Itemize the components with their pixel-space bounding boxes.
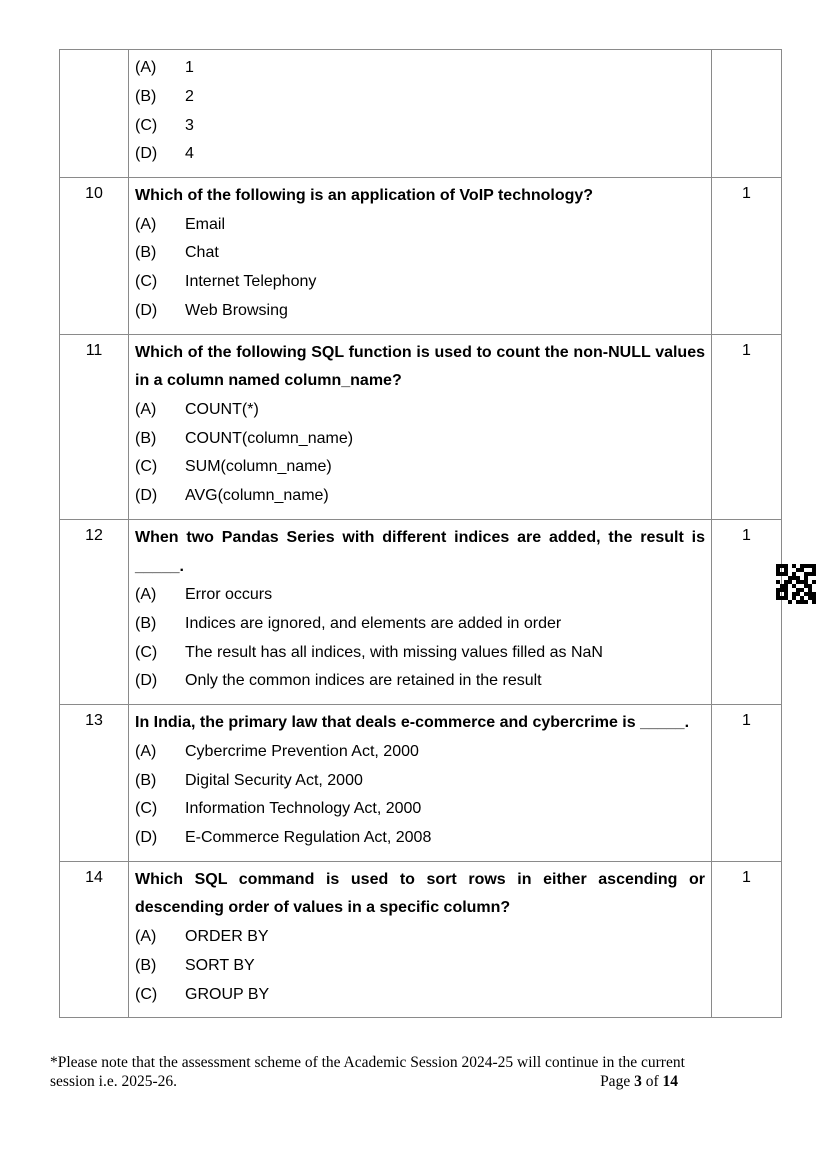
option-item [135,952,705,981]
question-marks: 1 [712,334,782,519]
question-marks: 1 [712,705,782,862]
option-label: (B) [135,771,157,789]
option-item [135,923,705,952]
question-body [129,178,712,335]
question-text: In India, the primary law that deals e-commerce and cybercrime is _____. [135,714,690,732]
option-text: Indices are ignored, and elements are added in order [185,614,562,632]
option-label: (D) [135,829,158,847]
option-text: 3 [185,116,194,134]
option-item [135,54,705,83]
option-text: 4 [185,145,194,163]
option-item [135,425,705,454]
question-body [129,705,712,862]
question-number: 12 [60,520,129,705]
option-label: (C) [135,985,158,1003]
option-text: Only the common indices are retained in the result [185,672,542,690]
option-item [135,83,705,112]
option-text: COUNT(*) [185,400,259,418]
option-label: (D) [135,487,158,505]
option-text: COUNT(column_name) [185,429,354,447]
option-label: (C) [135,643,158,661]
option-text: E-Commerce Regulation Act, 2008 [185,829,432,847]
option-label: (D) [135,672,158,690]
option-label: (A) [135,400,157,418]
question-row [60,178,782,335]
option-item [135,581,705,610]
question-marks: 1 [712,861,782,1017]
page-number: Page 3 of 14 [600,1073,678,1090]
option-label: (A) [135,59,157,76]
option-item [135,396,705,425]
question-marks: 1 [712,178,782,335]
question-body [129,520,712,705]
option-label: (B) [135,429,157,447]
option-item [135,211,705,240]
option-label: (B) [135,244,157,262]
qr-code-icon [776,564,816,604]
option-text: Chat [185,244,219,262]
question-row [60,861,782,1017]
option-item [135,239,705,268]
option-label: (B) [135,956,157,974]
option-item [135,667,705,696]
option-item [135,824,705,853]
footer-note-line1: *Please note that the assessment scheme of the Academic Session 2024-25 will continue in the current [50,1054,685,1071]
question-number [60,50,129,178]
option-text: The result has all indices, with missing values filled as NaN [185,643,603,661]
option-text: GROUP BY [185,985,270,1003]
option-text: AVG(column_name) [185,487,329,505]
option-text: Web Browsing [185,302,288,320]
option-text: Internet Telephony [185,273,317,291]
question-text: Which SQL command is used to sort rows in either ascending or descending order of values in a specific column? [135,870,705,917]
question-row [60,50,782,178]
option-text: SUM(column_name) [185,458,332,476]
option-text: Information Technology Act, 2000 [185,800,422,818]
option-label: (A) [135,586,157,604]
option-item [135,140,705,169]
option-text: 2 [185,87,194,105]
option-label: (B) [135,87,157,105]
option-item [135,639,705,668]
option-label: (C) [135,800,158,818]
option-text: SORT BY [185,956,255,974]
option-item [135,297,705,326]
question-number: 10 [60,178,129,335]
option-text: Cybercrime Prevention Act, 2000 [185,742,419,760]
question-marks: 1 [712,520,782,705]
footer-note-line2: session i.e. 2025-26. [50,1073,178,1090]
question-body [129,861,712,1017]
option-item [135,981,705,1010]
question-number: 11 [60,334,129,519]
option-text: 1 [185,59,194,76]
option-item [135,482,705,511]
question-number: 14 [60,861,129,1017]
question-number: 13 [60,705,129,862]
option-label: (C) [135,116,158,134]
option-label: (D) [135,145,158,163]
option-item [135,112,705,141]
option-label: (A) [135,927,157,945]
question-body [129,50,712,178]
question-row [60,520,782,705]
option-text: ORDER BY [185,927,269,945]
option-label: (B) [135,614,157,632]
question-text: Which of the following is an application of VoIP technology? [135,187,594,205]
option-item [135,268,705,297]
option-item [135,795,705,824]
option-label: (D) [135,302,158,320]
option-label: (A) [135,215,157,233]
question-body [129,334,712,519]
option-item [135,767,705,796]
option-text: Error occurs [185,586,273,604]
option-item [135,453,705,482]
option-item [135,738,705,767]
question-text: When two Pandas Series with different indices are added, the result is _____. [135,529,705,575]
question-text: Which of the following SQL function is used to count the non-NULL values in a column named column_name? [135,343,705,390]
question-marks [712,50,782,178]
option-text: Digital Security Act, 2000 [185,771,363,789]
option-item [135,610,705,639]
question-table [59,49,782,1018]
question-row [60,334,782,519]
question-row [60,705,782,862]
option-text: Email [185,215,226,233]
footer-note [50,1053,750,1091]
option-label: (C) [135,273,158,291]
option-label: (C) [135,458,158,476]
option-label: (A) [135,742,157,760]
